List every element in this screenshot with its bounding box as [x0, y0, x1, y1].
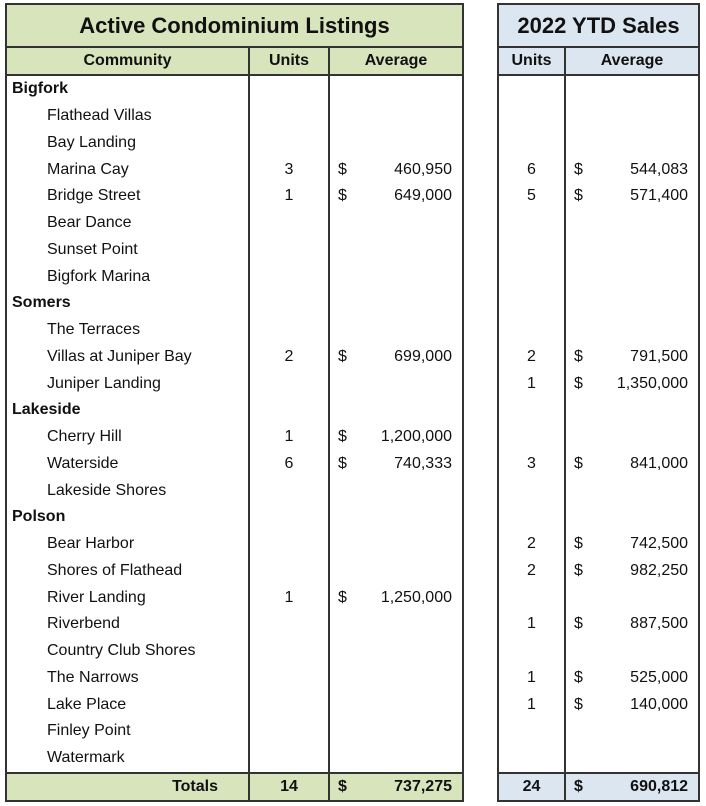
units-cell: 2 — [498, 344, 565, 371]
average-cell — [565, 665, 699, 692]
units-cell — [498, 638, 565, 665]
average-value: 740,333 — [394, 454, 452, 472]
community-name: Bigfork Marina — [6, 263, 249, 290]
average-value: 742,500 — [630, 535, 689, 553]
table-row — [6, 344, 463, 371]
units-cell — [249, 504, 329, 531]
currency-symbol: $ — [574, 561, 583, 579]
group-name: Bigfork — [6, 75, 249, 103]
community-name: Watermark — [6, 745, 249, 773]
average-cell — [565, 156, 699, 183]
table-row — [6, 531, 463, 558]
table-row — [498, 638, 699, 665]
ytd-sales-table — [497, 3, 700, 802]
units-cell — [498, 75, 565, 103]
currency-symbol: $ — [338, 347, 347, 365]
average-cell — [329, 370, 463, 397]
units-cell — [249, 317, 329, 344]
average-value: 525,000 — [630, 668, 689, 686]
totals-row — [6, 773, 463, 801]
average-value: 699,000 — [394, 347, 452, 365]
units-cell — [249, 237, 329, 264]
average-cell — [565, 237, 699, 264]
units-cell — [498, 290, 565, 317]
community-name: Cherry Hill — [6, 424, 249, 451]
average-cell — [565, 745, 699, 773]
table-row — [6, 130, 463, 157]
units-cell: 1 — [249, 183, 329, 210]
currency-symbol: $ — [338, 454, 347, 472]
average-cell — [565, 103, 699, 130]
average-cell — [329, 424, 463, 451]
table-row — [498, 290, 699, 317]
units-cell: 2 — [249, 344, 329, 371]
table-row — [498, 263, 699, 290]
average-cell — [565, 317, 699, 344]
totals-label: Totals — [6, 773, 249, 801]
table-row — [498, 75, 699, 103]
sales-title: 2022 YTD Sales — [498, 4, 699, 47]
currency-symbol: $ — [574, 535, 583, 553]
units-cell: 2 — [498, 558, 565, 585]
table-row — [498, 691, 699, 718]
units-cell — [249, 290, 329, 317]
units-cell — [498, 103, 565, 130]
average-cell — [565, 344, 699, 371]
currency-symbol: $ — [574, 160, 583, 178]
table-row — [498, 183, 699, 210]
header-units: Units — [249, 47, 329, 75]
average-cell — [329, 691, 463, 718]
community-name: Flathead Villas — [6, 103, 249, 130]
currency-symbol: $ — [338, 588, 347, 606]
table-row — [498, 210, 699, 237]
units-cell — [498, 718, 565, 745]
average-cell — [565, 130, 699, 157]
group-row — [6, 397, 463, 424]
community-name: Waterside — [6, 451, 249, 478]
units-cell — [249, 370, 329, 397]
average-cell — [329, 718, 463, 745]
units-cell: 1 — [498, 611, 565, 638]
community-name: Marina Cay — [6, 156, 249, 183]
units-cell — [498, 317, 565, 344]
currency-symbol: $ — [338, 187, 347, 205]
community-name: Finley Point — [6, 718, 249, 745]
group-row — [6, 290, 463, 317]
average-cell — [565, 370, 699, 397]
units-cell: 6 — [249, 451, 329, 478]
average-value: 544,083 — [630, 160, 689, 178]
community-name: Villas at Juniper Bay — [6, 344, 249, 371]
table-row — [6, 665, 463, 692]
average-cell — [329, 317, 463, 344]
table-row — [498, 370, 699, 397]
units-cell — [249, 130, 329, 157]
units-cell: 1 — [498, 665, 565, 692]
average-value: 887,500 — [630, 615, 689, 633]
community-name: Lake Place — [6, 691, 249, 718]
active-listings-table — [5, 3, 464, 802]
average-cell — [329, 665, 463, 692]
community-name: Riverbend — [6, 611, 249, 638]
community-name: The Narrows — [6, 665, 249, 692]
average-cell — [329, 531, 463, 558]
community-name: Bay Landing — [6, 130, 249, 157]
average-value: 791,500 — [630, 347, 689, 365]
community-name: River Landing — [6, 584, 249, 611]
units-cell: 6 — [498, 156, 565, 183]
units-cell: 1 — [249, 424, 329, 451]
units-cell — [498, 263, 565, 290]
table-row — [498, 130, 699, 157]
average-value: 841,000 — [630, 454, 689, 472]
units-cell — [498, 237, 565, 264]
table-row — [498, 451, 699, 478]
average-cell — [329, 558, 463, 585]
average-cell — [565, 290, 699, 317]
table-row — [498, 156, 699, 183]
units-cell — [498, 745, 565, 773]
table-row — [498, 424, 699, 451]
table-row — [498, 718, 699, 745]
units-cell — [498, 584, 565, 611]
average-value: 571,400 — [630, 187, 689, 205]
average-value: 140,000 — [630, 695, 689, 713]
average-cell — [329, 103, 463, 130]
average-value: 1,200,000 — [380, 428, 452, 446]
average-cell — [329, 397, 463, 424]
community-name: Bridge Street — [6, 183, 249, 210]
units-cell — [249, 611, 329, 638]
units-cell: 5 — [498, 183, 565, 210]
community-name: Shores of Flathead — [6, 558, 249, 585]
units-cell — [249, 718, 329, 745]
average-cell — [329, 504, 463, 531]
table-row — [6, 584, 463, 611]
average-cell — [565, 584, 699, 611]
table-row — [498, 611, 699, 638]
header-average: Average — [329, 47, 463, 75]
units-cell — [249, 558, 329, 585]
totals-row — [498, 773, 699, 801]
currency-symbol: $ — [574, 777, 583, 795]
totals-average-value: 737,275 — [394, 777, 452, 795]
units-cell: 3 — [498, 451, 565, 478]
average-cell — [329, 263, 463, 290]
table-row — [498, 584, 699, 611]
average-cell — [565, 531, 699, 558]
group-name: Lakeside — [6, 397, 249, 424]
totals-average — [329, 773, 463, 801]
units-cell: 2 — [498, 531, 565, 558]
currency-symbol: $ — [574, 668, 583, 686]
units-cell — [498, 210, 565, 237]
average-cell — [329, 611, 463, 638]
average-value: 1,250,000 — [380, 588, 452, 606]
average-cell — [329, 130, 463, 157]
table-row — [498, 344, 699, 371]
average-cell — [565, 424, 699, 451]
table-row — [6, 210, 463, 237]
average-cell — [329, 451, 463, 478]
table-row — [6, 691, 463, 718]
currency-symbol: $ — [338, 428, 347, 446]
header-units: Units — [498, 47, 565, 75]
header-community: Community — [6, 47, 249, 75]
average-cell — [565, 638, 699, 665]
average-cell — [565, 718, 699, 745]
listings-title: Active Condominium Listings — [6, 4, 463, 47]
average-cell — [565, 477, 699, 504]
currency-symbol: $ — [574, 374, 583, 392]
units-cell — [249, 691, 329, 718]
table-row — [6, 558, 463, 585]
units-cell — [249, 75, 329, 103]
table-row — [498, 477, 699, 504]
table-row — [6, 103, 463, 130]
average-cell — [329, 75, 463, 103]
units-cell — [249, 745, 329, 773]
table-row — [498, 317, 699, 344]
units-cell — [498, 130, 565, 157]
table-row — [6, 156, 463, 183]
average-cell — [565, 691, 699, 718]
table-row — [6, 370, 463, 397]
average-cell — [565, 558, 699, 585]
table-row — [498, 665, 699, 692]
header-average: Average — [565, 47, 699, 75]
currency-symbol: $ — [574, 347, 583, 365]
community-name: Lakeside Shores — [6, 477, 249, 504]
average-cell — [565, 397, 699, 424]
table-row — [6, 745, 463, 773]
average-cell — [565, 183, 699, 210]
units-cell — [249, 665, 329, 692]
units-cell — [498, 504, 565, 531]
average-cell — [565, 451, 699, 478]
average-cell — [565, 75, 699, 103]
average-cell — [329, 745, 463, 773]
table-row — [498, 397, 699, 424]
community-name: Bear Dance — [6, 210, 249, 237]
community-name: Bear Harbor — [6, 531, 249, 558]
average-cell — [329, 638, 463, 665]
average-value: 982,250 — [630, 561, 689, 579]
currency-symbol: $ — [574, 187, 583, 205]
totals-units: 24 — [498, 773, 565, 801]
units-cell — [249, 531, 329, 558]
group-row — [6, 504, 463, 531]
units-cell — [498, 424, 565, 451]
currency-symbol: $ — [574, 695, 583, 713]
group-name: Polson — [6, 504, 249, 531]
table-row — [498, 558, 699, 585]
table-row — [6, 263, 463, 290]
average-value: 1,350,000 — [616, 374, 689, 392]
totals-average — [565, 773, 699, 801]
table-row — [6, 237, 463, 264]
community-name: The Terraces — [6, 317, 249, 344]
units-cell — [249, 638, 329, 665]
units-cell — [498, 397, 565, 424]
group-row — [6, 75, 463, 103]
community-name: Juniper Landing — [6, 370, 249, 397]
community-name: Country Club Shores — [6, 638, 249, 665]
group-name: Somers — [6, 290, 249, 317]
community-name: Sunset Point — [6, 237, 249, 264]
table-row — [6, 451, 463, 478]
average-value: 649,000 — [394, 187, 452, 205]
units-cell: 1 — [498, 370, 565, 397]
average-cell — [329, 584, 463, 611]
average-cell — [329, 344, 463, 371]
average-cell — [565, 263, 699, 290]
table-row — [6, 638, 463, 665]
units-cell — [249, 477, 329, 504]
units-cell: 1 — [249, 584, 329, 611]
table-row — [6, 424, 463, 451]
table-row — [498, 745, 699, 773]
average-cell — [565, 210, 699, 237]
average-cell — [329, 237, 463, 264]
table-row — [6, 183, 463, 210]
table-row — [498, 103, 699, 130]
units-cell: 1 — [498, 691, 565, 718]
units-cell — [498, 477, 565, 504]
units-cell — [249, 397, 329, 424]
currency-symbol: $ — [338, 160, 347, 178]
units-cell — [249, 103, 329, 130]
table-row — [498, 504, 699, 531]
average-value: 460,950 — [394, 160, 452, 178]
average-cell — [565, 611, 699, 638]
average-cell — [329, 156, 463, 183]
totals-average-value: 690,812 — [630, 777, 689, 795]
totals-units: 14 — [249, 773, 329, 801]
average-cell — [329, 290, 463, 317]
units-cell — [249, 263, 329, 290]
table-row — [6, 611, 463, 638]
table-row — [6, 477, 463, 504]
units-cell: 3 — [249, 156, 329, 183]
currency-symbol: $ — [574, 454, 583, 472]
currency-symbol: $ — [574, 615, 583, 633]
average-cell — [329, 183, 463, 210]
table-row — [6, 317, 463, 344]
table-row — [498, 237, 699, 264]
average-cell — [329, 477, 463, 504]
average-cell — [565, 504, 699, 531]
units-cell — [249, 210, 329, 237]
average-cell — [329, 210, 463, 237]
currency-symbol: $ — [338, 777, 347, 795]
table-row — [498, 531, 699, 558]
table-row — [6, 718, 463, 745]
